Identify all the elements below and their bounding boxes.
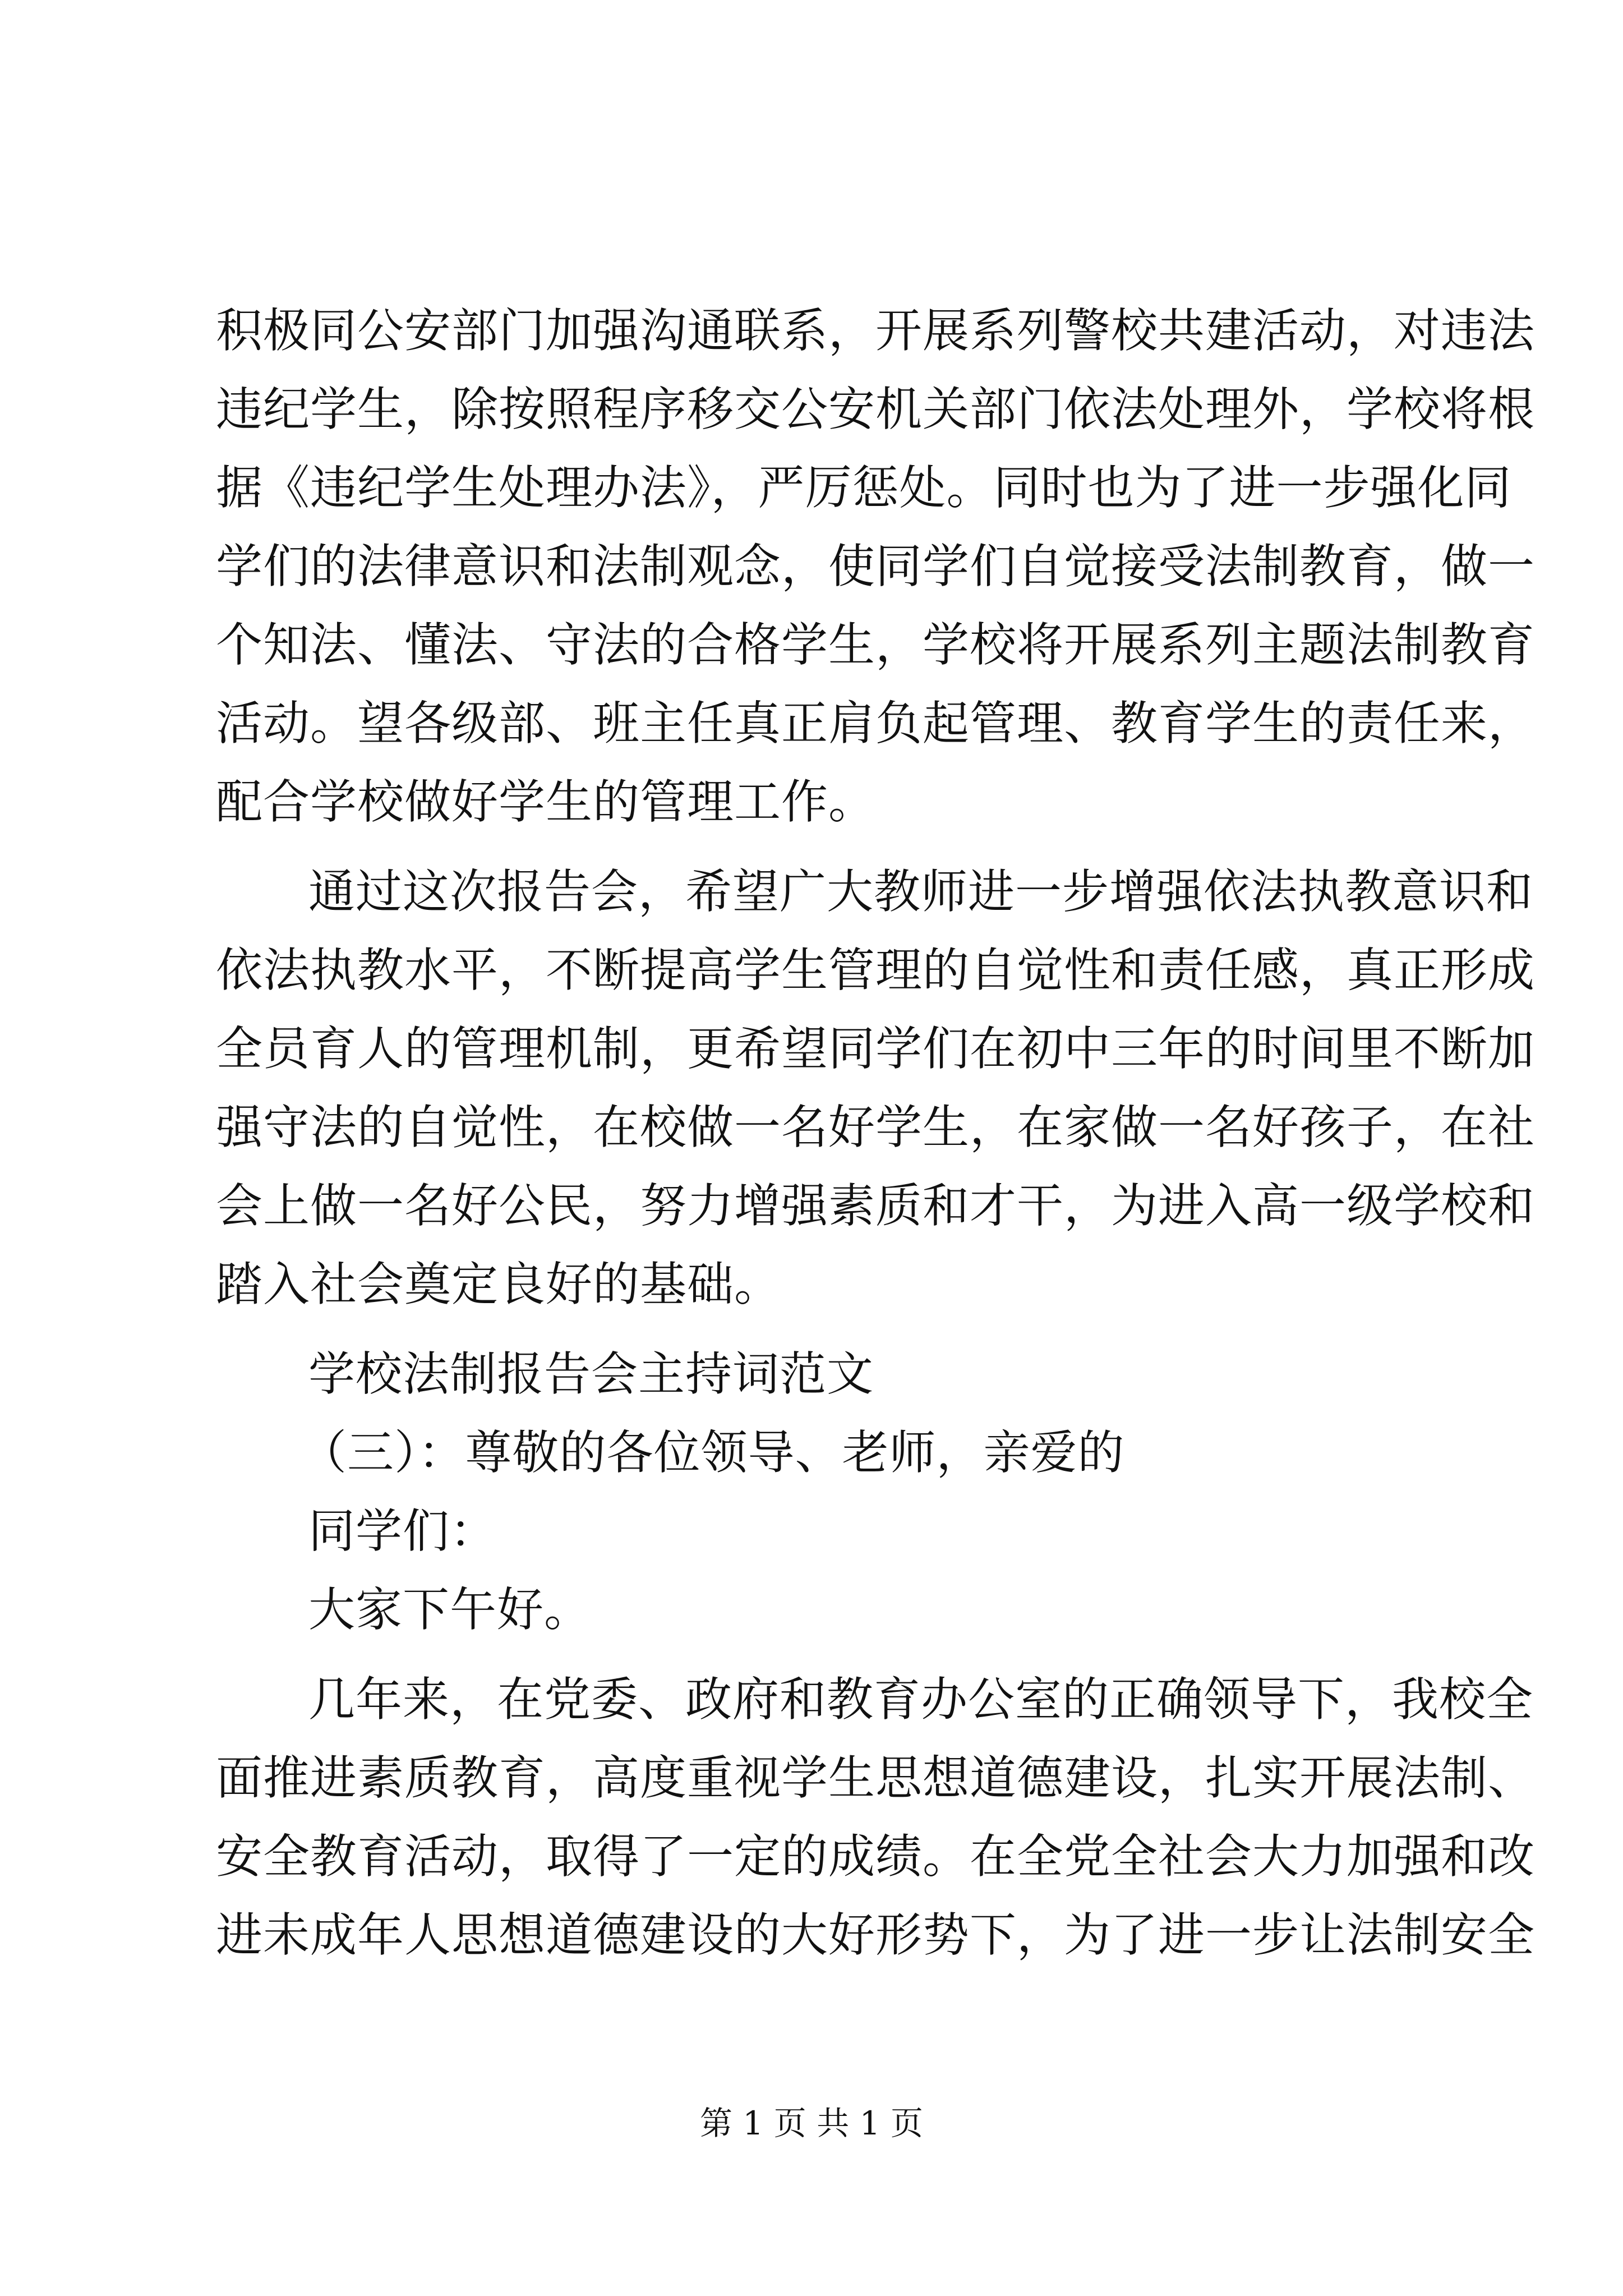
paragraph-line: 面推进素质教育，高度重视学生思想道德建设，扎实开展法制、	[216, 1751, 1535, 1805]
paragraph-line: 通过这次报告会，希望广大教师进一步增强依法执教意识和	[308, 864, 1533, 919]
paragraph-line: 进未成年人思想道德建设的大好形势下，为了进一步让法制安全	[216, 1908, 1535, 1962]
paragraph-line: 全员育人的管理机制，更希望同学们在初中三年的时间里不断加	[216, 1022, 1535, 1076]
paragraph-line: （三）：尊敬的各位领导、老师，亲爱的	[300, 1425, 1125, 1480]
paragraph-line: 安全教育活动，取得了一定的成绩。在全党全社会大力加强和改	[216, 1829, 1535, 1884]
paragraph-line: 活动。望各级部、班主任真正肩负起管理、教育学生的责任来，	[216, 696, 1535, 751]
paragraph-line: 会上做一名好公民，努力增强素质和才干，为进入高一级学校和	[216, 1179, 1535, 1233]
paragraph-line: 大家下午好。	[308, 1582, 591, 1637]
paragraph-line: 学们的法律意识和法制观念，使同学们自觉接受法制教育，做一	[216, 539, 1535, 593]
paragraph-line: 强守法的自觉性，在校做一名好学生，在家做一名好孩子，在社	[216, 1100, 1535, 1154]
page-number: 第 1 页 共 1 页	[700, 2104, 923, 2142]
paragraph-line: 积极同公安部门加强沟通联系，开展系列警校共建活动，对违法	[216, 303, 1535, 358]
paragraph-line: 据《违纪学生处理办法》，严厉惩处。同时也为了进一步强化同	[216, 461, 1512, 515]
paragraph-line: 同学们：	[308, 1504, 497, 1558]
paragraph-line: 踏入社会奠定良好的基础。	[216, 1257, 781, 1312]
paragraph-line: 违纪学生，除按照程序移交公安机关部门依法处理外，学校将根	[216, 382, 1535, 436]
paragraph-line: 几年来，在党委、政府和教育办公室的正确领导下，我校全	[308, 1672, 1533, 1727]
section-title: 学校法制报告会主持词范文	[308, 1347, 874, 1401]
paragraph-line: 配合学校做好学生的管理工作。	[216, 775, 875, 829]
paragraph-line: 个知法、懂法、守法的合格学生，学校将开展系列主题法制教育	[216, 618, 1535, 672]
paragraph-line: 依法执教水平，不断提高学生管理的自觉性和责任感，真正形成	[216, 943, 1535, 997]
